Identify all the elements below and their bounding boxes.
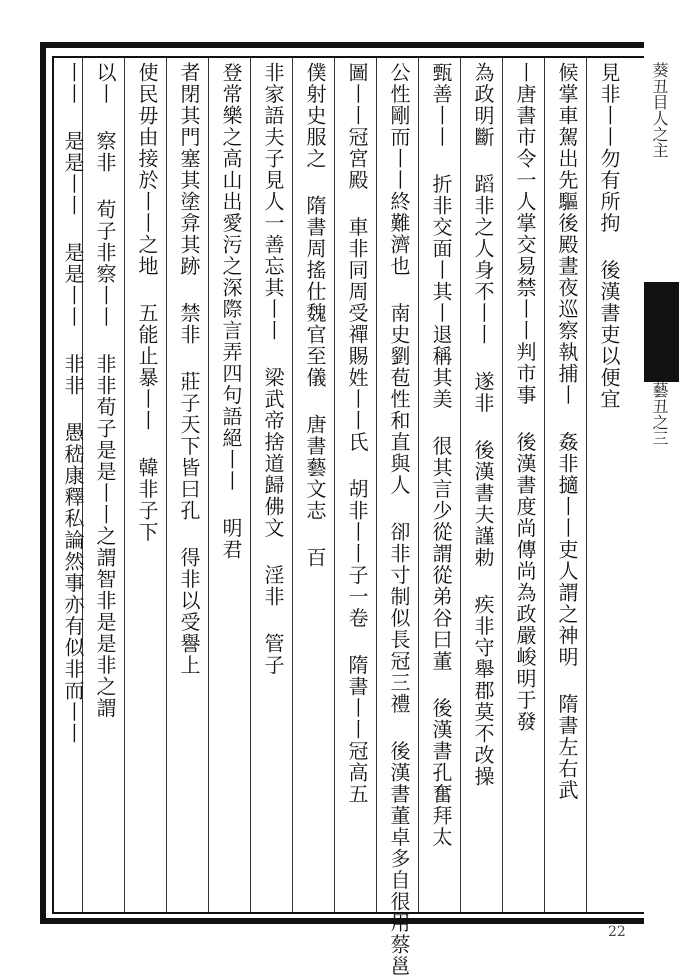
text-column-14: 丨丨 是是丨丨 是是丨丨 非非 愚嵇康釋私論然事亦有似非而丨丨	[61, 62, 85, 745]
text-column-8: 僕射史服之 隋書周搖仕魏官至儀 唐書藝文志 百	[303, 62, 327, 569]
edge-black-tab	[644, 282, 679, 382]
edge-heading-fragment: 葵丑目人之主	[650, 62, 669, 158]
column-rule	[208, 58, 209, 912]
text-column-9: 非家語夫子見人一善忘其丨丨 梁武帝捨道歸佛文 淫非 管子	[261, 62, 285, 676]
column-rule	[334, 58, 335, 912]
text-column-3: 丨唐書市令一人掌交易禁丨丨判市事 後漢書度尚傳尚為政嚴峻明于發	[513, 62, 537, 733]
column-rule	[376, 58, 377, 912]
text-column-7: 圖丨丨冠宮殿 車非同周受禪賜姓丨丨氏 胡非丨丨子一卷 隋書丨丨冠高五	[345, 62, 369, 805]
text-column-11: 者閉其門塞其塗弇其跡 禁非 莊子天下皆曰孔 得非以受譽上	[177, 62, 201, 676]
text-column-6: 公性剛而丨丨終難濟也 南史劉苞性和直與人 卻非寸制似長冠三禮 後漢書董卓多自很用蔡邕	[387, 62, 411, 977]
text-column-13: 以丨 察非 荀子非察丨丨 非非荀子是是丨丨之謂智非是是非之謂	[93, 62, 117, 719]
column-rule	[250, 58, 251, 912]
column-rule	[586, 58, 587, 912]
column-rule	[166, 58, 167, 912]
text-column-12: 使民毋由接於丨丨之地 五能止暴丨丨 韓非子下	[135, 62, 159, 543]
text-column-4: 為政明斷 蹈非之人身不丨丨 遂非 後漢書夫謹勅 疾非守舉郡莫不改操	[471, 62, 495, 788]
column-rule	[460, 58, 461, 912]
text-column-5: 甄善丨丨 折非交面丨其丨退稱其美 很其言少從謂從弟谷曰董 後漢書孔奮拜太	[429, 62, 453, 848]
column-rule	[418, 58, 419, 912]
column-rule	[292, 58, 293, 912]
edge-section-fragment: 藝丑之三	[650, 382, 669, 446]
column-rule	[502, 58, 503, 912]
text-column-1: 見非丨丨勿有所拘 後漢書吏以便宜	[597, 62, 621, 410]
column-rule	[124, 58, 125, 912]
text-column-2: 候掌車駕出先驅後殿晝夜巡察執捕丨 姦非擿丨丨吏人謂之神明 隋書左右武	[555, 62, 579, 801]
column-rule	[544, 58, 545, 912]
text-column-10: 登常樂之高山出愛污之深際言弄四句語絕丨丨 明君	[219, 62, 243, 561]
page-number: 22	[608, 924, 626, 940]
